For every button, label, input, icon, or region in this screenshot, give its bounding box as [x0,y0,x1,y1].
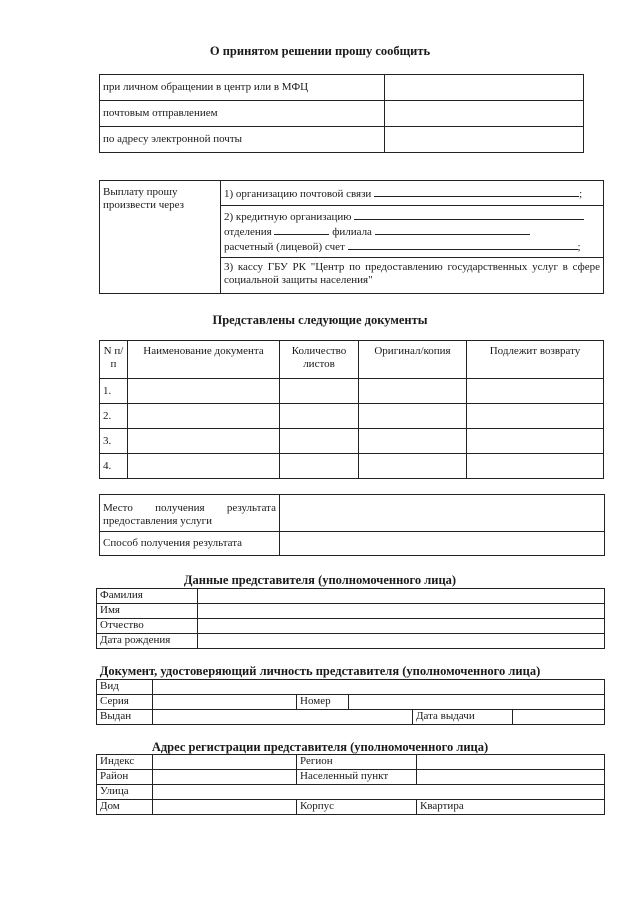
doc-cell[interactable] [280,404,359,429]
notify-title: О принятом решении прошу сообщить [209,44,431,58]
result-table [99,494,605,556]
repdoc-table [96,679,605,725]
doc-header-name: Наименование документа [128,341,280,379]
doc-cell[interactable] [280,454,359,479]
address-region-label: Регион [297,755,417,770]
rep-birthdate-label: Дата рождения [97,634,198,649]
address-district-field[interactable] [153,770,297,785]
notify-option-in-person: при личном обращении в центр или в МФЦ [100,75,385,101]
payment-table [99,180,604,294]
rep-patronymic-label: Отчество [97,619,198,634]
table-row [100,454,604,479]
doc-cell[interactable] [359,454,467,479]
rep-patronymic-field[interactable] [198,619,605,634]
rep-birthdate-field[interactable] [198,634,605,649]
table-row [100,379,604,404]
payment-account-label: расчетный (лицевой) счет [224,241,345,253]
address-house-label: Дом [97,800,153,815]
doc-cell[interactable] [359,404,467,429]
doc-row-num: 3. [100,429,128,454]
address-building-label: Корпус [297,800,417,815]
notify-check-mail[interactable] [385,101,584,127]
address-apartment-label: Квартира [420,800,464,812]
doc-header-sheets: Количество листов [280,341,359,379]
doc-header-original: Оригинал/копия [359,341,467,379]
rep-surname-field[interactable] [198,589,605,604]
doc-row-num: 4. [100,454,128,479]
payment-option-post-label: 1) организацию почтовой связи [224,187,372,200]
address-index-field[interactable] [153,755,297,770]
payment-option-bank[interactable]: 2) кредитную организацию отделения филиала расчетный (лицевой) счет ; [221,206,604,258]
repdoc-date-field[interactable] [513,710,605,725]
repdoc-kind-field[interactable] [153,680,605,695]
doc-cell[interactable] [467,379,604,404]
repdoc-number-label: Номер [297,695,349,710]
doc-header-num: N п/п [100,341,128,379]
payment-option-bank-label: 2) кредитную организацию [224,211,352,223]
payment-option-cash[interactable]: 3) кассу ГБУ РК "Центр по предоставлению государственных услуг в сфере социальной защиты населения" [221,258,604,294]
repdoc-issued-field[interactable] [153,710,413,725]
documents-title: Представлены следующие документы [212,313,428,327]
repdoc-date-label: Дата выдачи [413,710,513,725]
table-row [100,404,604,429]
repdoc-issued-label: Выдан [97,710,153,725]
address-street-label: Улица [97,785,153,800]
payment-label: Выплату прошу произвести через [100,181,221,294]
notify-option-mail: почтовым отправлением [100,101,385,127]
doc-cell[interactable] [359,429,467,454]
doc-row-num: 2. [100,404,128,429]
doc-cell[interactable] [467,404,604,429]
doc-header-return: Подлежит возврату [467,341,604,379]
address-apartment-cell[interactable] [417,800,605,815]
address-index-label: Индекс [97,755,153,770]
notify-check-in-person[interactable] [385,75,584,101]
rep-title: Данные представителя (уполномоченного лица) [183,573,457,587]
repdoc-title: Документ, удостоверяющий личность представителя (уполномоченного лица) [99,664,541,678]
notify-table [99,74,584,153]
doc-cell[interactable] [128,429,280,454]
documents-table [99,340,604,479]
address-region-field[interactable] [417,755,605,770]
doc-cell[interactable] [359,379,467,404]
address-district-label: Район [97,770,153,785]
payment-branch-label: отделения [224,226,272,238]
rep-surname-label: Фамилия [97,589,198,604]
result-method-label: Способ получения результата [100,532,280,556]
result-place-field[interactable] [280,495,605,532]
address-title: Адрес регистрации представителя (уполномоченного лица) [151,740,489,754]
rep-name-field[interactable] [198,604,605,619]
doc-cell[interactable] [280,429,359,454]
address-locality-label: Населенный пункт [297,770,417,785]
repdoc-kind-label: Вид [97,680,153,695]
doc-cell[interactable] [128,454,280,479]
repdoc-number-field[interactable] [349,695,605,710]
rep-name-label: Имя [97,604,198,619]
doc-cell[interactable] [280,379,359,404]
doc-cell[interactable] [128,379,280,404]
table-row [100,429,604,454]
repdoc-series-field[interactable] [153,695,297,710]
doc-row-num: 1. [100,379,128,404]
notify-check-email[interactable] [385,127,584,153]
address-house-field[interactable] [153,800,297,815]
notify-option-email: по адресу электронной почты [100,127,385,153]
repdoc-series-label: Серия [97,695,153,710]
doc-cell[interactable] [467,454,604,479]
payment-option-post[interactable]: 1) организацию почтовой связи ; [221,181,604,206]
doc-cell[interactable] [467,429,604,454]
address-locality-field[interactable] [417,770,605,785]
rep-table [96,588,605,649]
address-street-field[interactable] [153,785,605,800]
result-method-field[interactable] [280,532,605,556]
address-table [96,754,605,815]
payment-filial-label: филиала [332,226,372,238]
doc-cell[interactable] [128,404,280,429]
result-place-label: Место получения результата предоставления услуги [100,495,280,532]
